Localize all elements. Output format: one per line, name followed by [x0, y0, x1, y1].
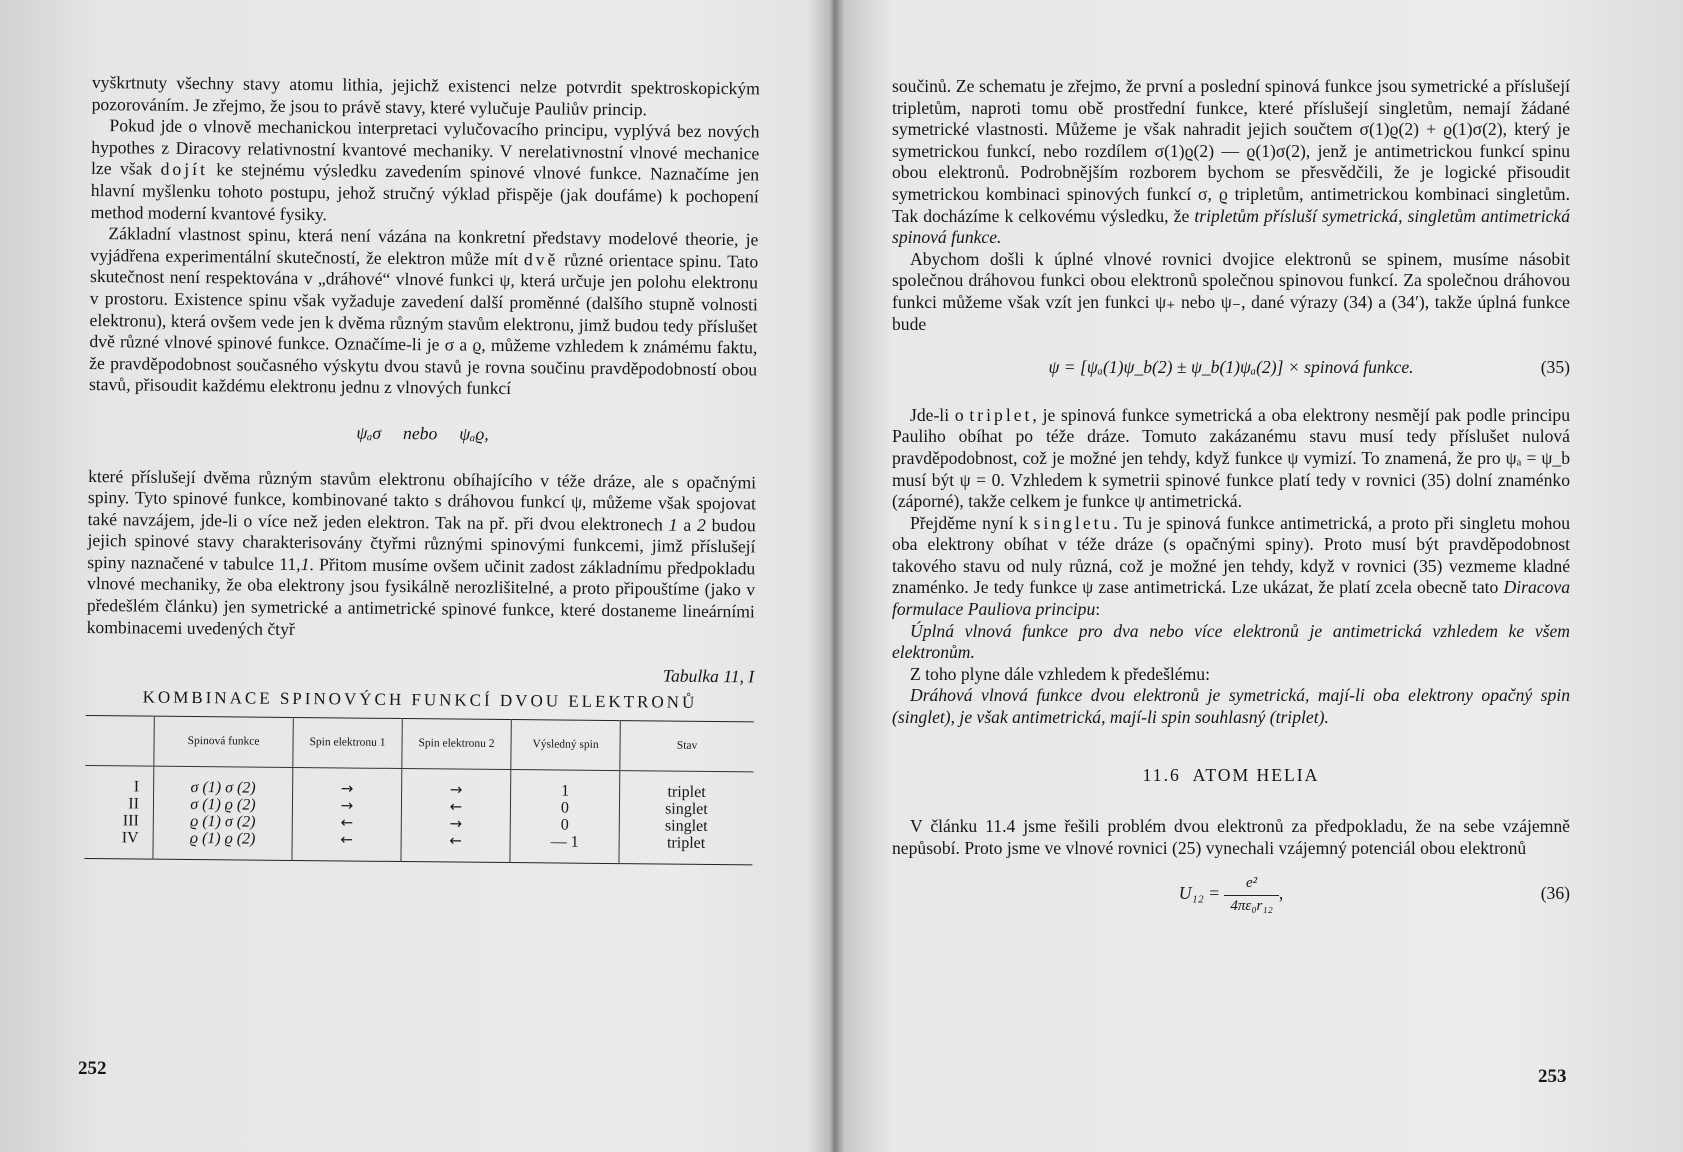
header-result-spin: Výsledný spin [511, 720, 620, 771]
spaced-text: dojít [160, 159, 209, 180]
equation-number: (35) [1540, 357, 1570, 378]
italic-text: Dráhová vlnová funkce dvou elektronů je symetrická, mají-li oba elektrony opačný spin (singlet), je však antimetrická, mají-li spin souhlasný (triplet). [892, 685, 1570, 728]
spin-function-cell: ϱ (1) σ (2) [153, 813, 292, 831]
text: Pokud jde o vlnově mechanickou interpretaci vylučovacího principu, vyplývá bez nových hypothes z Diracovy relativnostní kvantové mechaniky. V nerelativnostní vlnové mechanice lze však [90, 115, 760, 180]
paragraph [91, 115, 760, 229]
fraction-numerator: e² [1224, 873, 1278, 896]
row-number: III [122, 812, 139, 830]
equation-36 [892, 873, 1570, 917]
electron-label: 1 [668, 514, 678, 535]
spin-arrow-icon: ← [401, 798, 510, 816]
result-spin-cell: 0 [510, 816, 619, 834]
text: . Přitom musíme ovšem učinit zadost základnímu předpokladu vlnové mechaniky, že oba elektrony jsou fysikálně nerozlišitelné, a proto připouštíme (jako v předešlém článku) jen symetrické a antimetrické spinové funkce, které dostaneme lineárními kombinacemi uvedených čtyř [86, 553, 756, 639]
spin-arrow-icon: → [402, 769, 511, 800]
spin-function-cell: σ (1) ϱ (2) [153, 796, 292, 814]
spaced-text: dvě [523, 248, 559, 270]
text: Základní vlastnost spinu, která není vázána na konkretní představy modelové theorie, je vyjádřena experimentální skutečností, že elektron může mít [90, 223, 759, 269]
italic-text: Diracova formulace Pauliova principu [892, 577, 1570, 620]
spin-function-cell: σ (1) σ (2) [154, 767, 293, 798]
electron-label: 2 [696, 514, 706, 535]
header-spin-electron-1: Spin elektronu 1 [293, 718, 402, 769]
text: : [1095, 599, 1101, 620]
header-state: Stav [620, 721, 754, 772]
formula: ψ = [ψₐ(1)ψ_b(2) ± ψ_b(1)ψₐ(2)] × spinová funkce. [1048, 357, 1414, 378]
left-page [0, 0, 826, 1152]
text: Přejděme nyní k [910, 512, 1034, 533]
text: Abychom došli k úplné vlnové rovnici dvojice elektronů se spinem, musíme násobit společnou dráhovou funkci obou elektronů společnou spinovou funkcí. Za společnou dráhovou funkci můžeme však vzít jen funkci ψ₊ nebo ψ₋, dané výrazy (34) a (34′), takže úplná funkce bude [892, 248, 1570, 334]
fraction-denominator: 4πε₀r₁₂ [1230, 898, 1273, 914]
table-title: KOMBINACE SPINOVÝCH FUNKCÍ DVOU ELEKTRONŮ [142, 687, 698, 712]
spin-arrow-icon: → [293, 768, 402, 799]
spin-arrow-icon: ← [292, 831, 401, 862]
text: vyškrtnuty všechny stavy atomu lithia, jejichž existenci nelze potvrdit spektroskopickým pozorováním. Je zřejmo, že jsou to právě stavy, které vylučuje Pauliův princip. [91, 72, 760, 119]
text: V článku 11.4 jsme řešili problém dvou elektronů za předpokladu, že na sebe vzájemně nepůsobí. Proto jsme ve vlnové rovnici (25) vynechali vzájemný potenciál obou elektronů [892, 816, 1570, 858]
equation-35 [892, 357, 1570, 379]
spin-combination-table [84, 715, 753, 865]
text: . Tu je spinová funkce antimetrická, a proto při singletu mohou oba elektrony obíhat v téže dráze (s opačnými spiny). Proto musí být pravděpodobnost takového stavu od nuly různá, což je možné jen tehdy, když v rovnici (35) vezmeme kladné znaménko. Je tedy funkce ψ zase antimetrická. Lze ukázat, že platí zcela obecně tato [892, 512, 1570, 598]
page-number-right: 253 [1538, 1066, 1567, 1087]
left-text-column [84, 72, 760, 866]
text: různé orientace spinu. Tato skutečnost není respektována v „dráhové“ vlnové funkci ψ, která určuje jen polohu elektronu v prostoru. Existence spinu však vyžaduje zavedení další proměnné (dalšího stupně volnosti elektronu), která ovšem vede jen k dvěma různým stavům elektronu, jimž budou tedy příslušet dvě různé vlnové spinové funkce. Označíme-li je σ a ϱ, můžeme vzhledem k známému faktu, že pravděpodobnost současného výskytu dvou stavů je rovna součinu pravděpodobností obou stavů, přisoudit každému elektronu jednu z vlnových funkcí [88, 249, 759, 399]
text: součinů. Ze schematu je zřejmo, že první a poslední spinová funkce jsou symetrické a příslušejí tripletům, naproti tomu obě prostřední funkce, které příslušejí singletům, nemají žádané symetrické vlastnosti. Můžeme je však nahradit jejich součtem σ(1)ϱ(2) + ϱ(1)σ(2), který je symetrickou funkcí, nebo rozdílem σ(1)ϱ(2) — ϱ(1)σ(2), jenž je antimetrickou funkcí spinu obou elektronů. Podrobnějším rozborem bychom se přesvědčili, že je logické přisoudit symetrickou kombinaci spinových funkcí σ, ϱ tripletům, antimetrickou kombinaci singletům. Tak docházíme k celkovému výsledku, že [892, 76, 1570, 226]
spaced-text: triplet [969, 404, 1033, 425]
table-ref: 1 [300, 553, 310, 574]
header-spin-function: Spinová funkce [154, 717, 293, 768]
paragraph [892, 664, 1570, 686]
state-cell: singlet [619, 801, 753, 819]
paragraph [892, 685, 1570, 728]
spin-arrow-icon: ← [401, 832, 510, 863]
text: ke stejnému výsledku zavedením spinové vlnové funkce. Naznačíme jen hlavní myšlenku tohoto postupu, jehož stručný výklad přispěje (jak doufáme) k pochopení method moderní kvantové fysiky. [90, 159, 760, 224]
paragraph [892, 76, 1570, 249]
right-page [826, 0, 1683, 1152]
state-cell: singlet [619, 818, 753, 836]
italic-text: tripletům přísluší symetrická, singletům antimetrická spinová funkce. [892, 205, 1570, 248]
paragraph [892, 405, 1570, 513]
text: , je spinová funkce symetrická a oba elektrony nesmějí pak podle principu Pauliho obíhat po téže dráze. Tomuto zakázanému stavu musí tedy příslušet nulová pravděpodobnost, což je možné jen tehdy, když funkce ψ vymizí. To znamená, že pro ψₐ = ψ_b musí být ψ = 0. Vzhledem k symetrii spinové funkce platí tedy v rovnici (35) dolní znaménko (záporné), takže celkem je funkce ψ antimetrická. [892, 404, 1571, 512]
paragraph [87, 465, 757, 644]
row-number: I [133, 778, 140, 796]
page-number-left: 252 [78, 1058, 107, 1079]
result-spin-cell: — 1 [510, 833, 619, 864]
row-number: II [128, 795, 140, 813]
result-spin-cell: 0 [510, 799, 619, 817]
state-cell: triplet [620, 771, 754, 802]
equation-number: (36) [1540, 883, 1570, 904]
spin-arrow-icon: → [401, 815, 510, 833]
spin-arrow-icon: → [292, 797, 401, 815]
result-spin-cell: 1 [511, 770, 620, 801]
table-row [84, 829, 752, 865]
text: které příslušejí dvěma různým stavům elektronu obíhajícího v téže dráze, ale s opačnými spiny. Tyto spinové funkce, kombinované takto s dráhovou funkcí ψ, můžeme však spojovat také navzájem, jde-li o více než jeden elektron. Tak na př. při dvou elektronech [87, 465, 757, 535]
paragraph [92, 72, 760, 122]
right-text-column [892, 76, 1570, 944]
spin-function-cell: ϱ (1) ϱ (2) [153, 830, 292, 861]
section-heading: 11.6 ATOM HELIA [1142, 764, 1320, 785]
formula-comma: , [1278, 883, 1284, 904]
formula-lhs: U₁₂ = [1178, 883, 1220, 904]
paragraph [892, 249, 1570, 335]
header-spin-electron-2: Spin elektronu 2 [402, 719, 511, 770]
paragraph [892, 621, 1570, 664]
spin-arrow-icon: ← [292, 814, 401, 832]
header-number [85, 716, 154, 767]
text: Z toho plyne dále vzhledem k předešlému: [910, 663, 1210, 684]
text: Jde-li o [910, 404, 970, 425]
text: budou jejich spinové stavy charakterisovány čtyřmi různými spinovými funkcemi, jimž příslušejí spiny naznačené v tabulce 11, [87, 514, 756, 574]
row-number: IV [121, 829, 139, 847]
table-header-row [85, 716, 753, 772]
fraction [1224, 873, 1278, 917]
paragraph [892, 816, 1570, 859]
paragraph [89, 223, 759, 402]
italic-text: Úplná vlnová funkce pro dva nebo více elektronů je antimetrická vzhledem ke všem elektronům. [892, 620, 1570, 663]
formula-spin-functions: ψₐσ nebo ψₐϱ, [356, 422, 489, 444]
paragraph [892, 513, 1570, 621]
table-caption: Tabulka 11, I [662, 665, 755, 687]
text: a [677, 514, 698, 535]
spaced-text: singletu [1033, 512, 1114, 533]
state-cell: triplet [619, 835, 753, 866]
